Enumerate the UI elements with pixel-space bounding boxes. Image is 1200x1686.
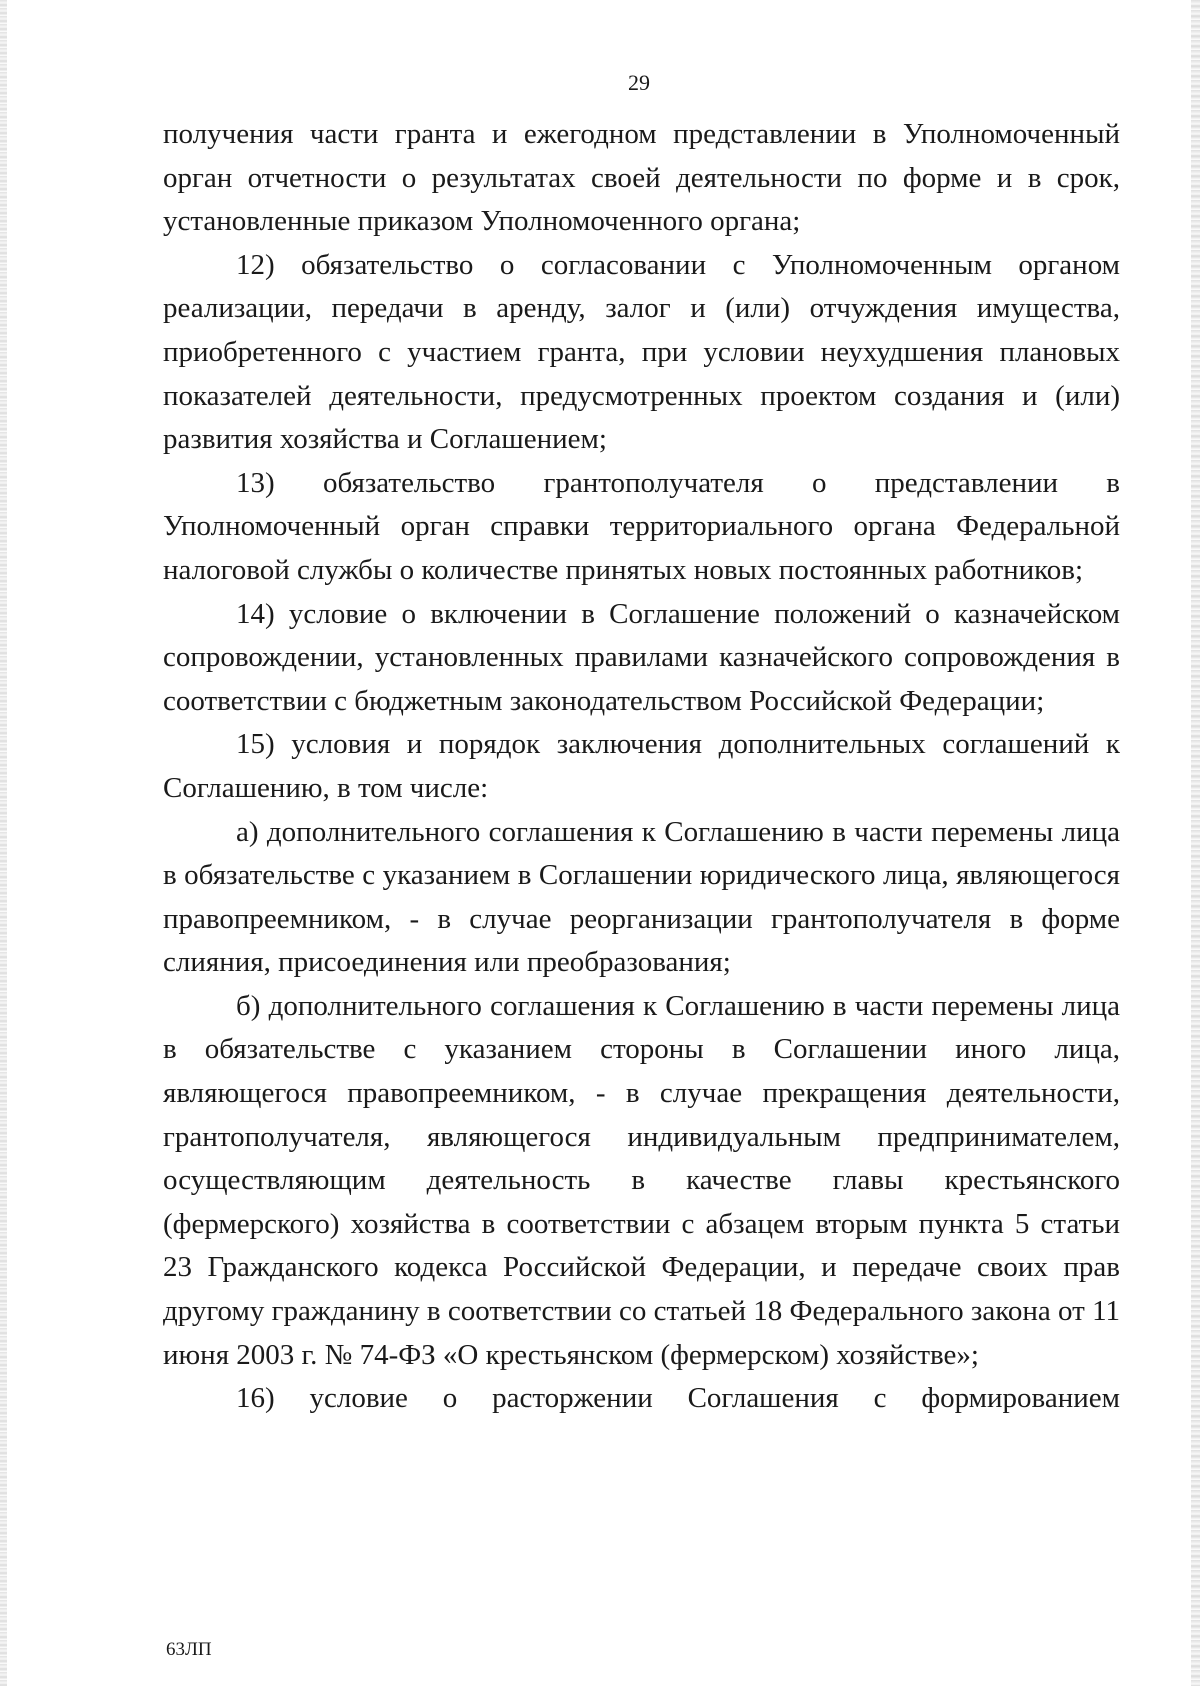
- scan-edge-left: [0, 0, 7, 1686]
- paragraph-continuation: получения части гранта и ежегодном представлении в Уполномоченный орган отчетности о результатах своей деятельности по форме и в срок, установленные приказом Уполномоченного органа;: [163, 118, 1120, 238]
- document-body: [163, 113, 1120, 1421]
- paragraph-item-13: 13) обязательство грантополучателя о представлении в Уполномоченный орган справки территориального органа Федеральной налоговой службы о количестве принятых новых постоянных работников;: [163, 466, 1120, 586]
- paragraph-item-14: 14) условие о включении в Соглашение положений о казначейском сопровождении, установленных правилами казначейского сопровождения в соответствии с бюджетным законодательством Российской Федерации;: [163, 597, 1120, 717]
- paragraph-item-15: 15) условия и порядок заключения дополнительных соглашений к Соглашению, в том числе:: [163, 728, 1120, 804]
- scan-edge-right: [1191, 0, 1200, 1686]
- page-number: 29: [628, 70, 650, 95]
- paragraph-subitem-a: а) дополнительного соглашения к Соглашению в части перемены лица в обязательстве с указанием в Соглашении юридического лица, являющегося правопреемником, - в случае реорганизации грантополучателя в форме слияния, присоединения или преобразования;: [163, 815, 1120, 979]
- paragraph-subitem-b: б) дополнительного соглашения к Соглашению в части перемены лица в обязательстве с указанием стороны в Соглашении иного лица, являющегося правопреемником, - в случае прекращения деятельности, грантополучателя, являющегося индивидуальным предпринимателем, осуществляющим деятельность в качестве главы крестьянского (фермерского) хозяйства в соответствии с абзацем вторым пункта 5 статьи 23 Гражданского кодекса Российской Федерации, и передаче своих прав другому гражданину в соответствии со статьей 18 Федерального закона от 11 июня 2003 г. № 74-ФЗ «О крестьянском (фермерском) хозяйстве»;: [163, 989, 1120, 1371]
- paragraph-item-16: 16) условие о расторжении Соглашения с формированием: [236, 1382, 1120, 1415]
- paragraph-item-12: 12) обязательство о согласовании с Уполномоченным органом реализации, передачи в аренду, залог и (или) отчуждения имущества, приобретенного с участием гранта, при условии неухудшения плановых показателей деятельности, предусмотренных проектом создания и (или) развития хозяйства и Соглашением;: [163, 248, 1120, 456]
- document-code: 63ЛП: [166, 1639, 212, 1660]
